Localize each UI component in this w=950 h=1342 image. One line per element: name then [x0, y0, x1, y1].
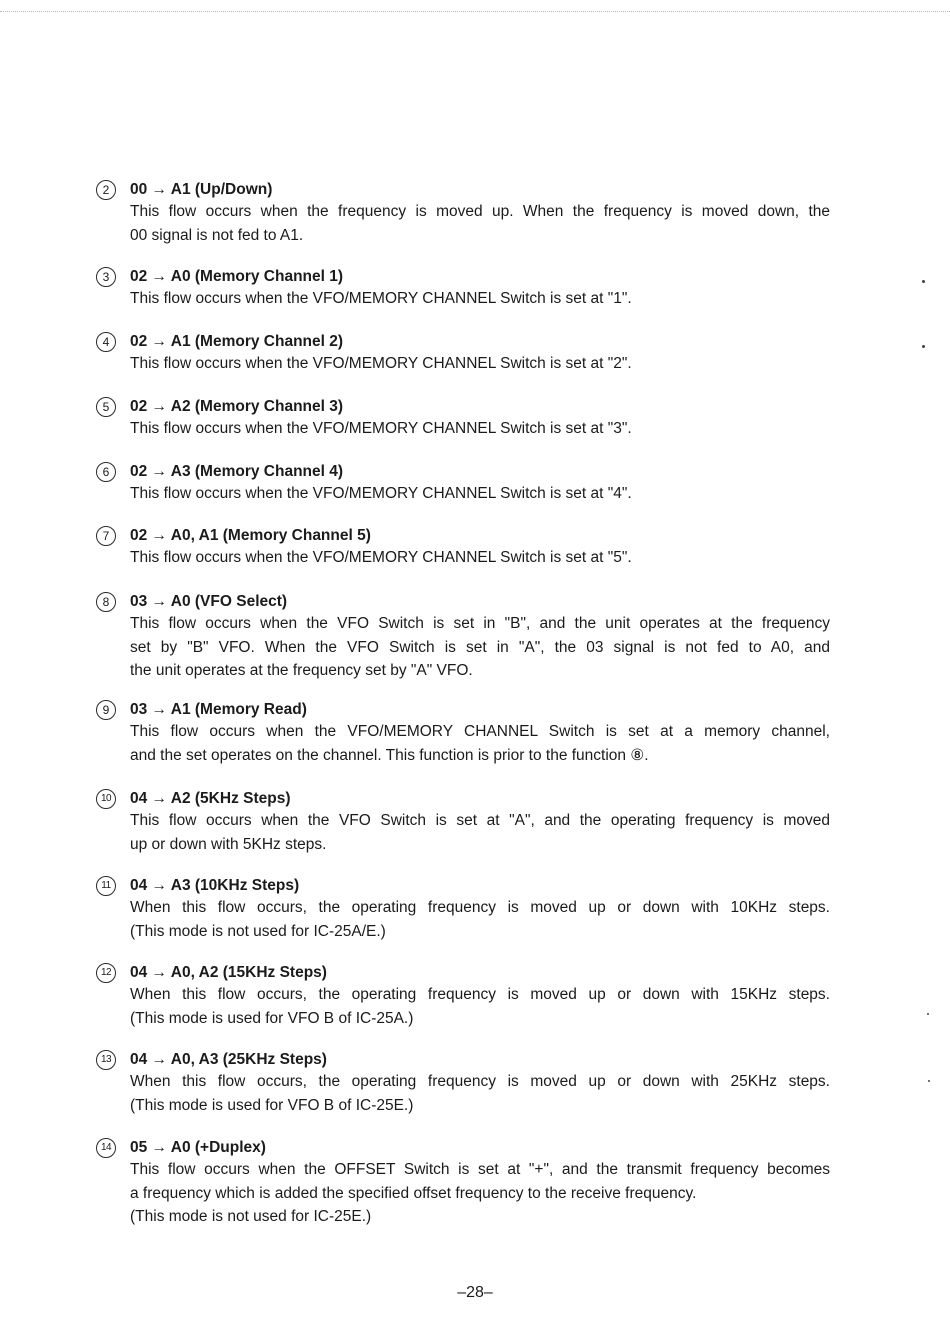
circled-number: 11 [96, 876, 116, 896]
item-heading: 05 → A0 (+Duplex) [130, 1139, 266, 1156]
item-heading: 02 → A0, A1 (Memory Channel 5) [130, 527, 371, 544]
description-line: This flow occurs when the frequency is moved up. When the frequency is moved down, the [130, 203, 830, 220]
description-line: and the set operates on the channel. This function is prior to the function ⑧. [130, 746, 649, 764]
description-line: a frequency which is added the specified offset frequency to the receive frequency. [130, 1184, 697, 1202]
item-description [130, 612, 830, 683]
description-line: This flow occurs when the VFO/MEMORY CHANNEL Switch is set at "4". [130, 485, 632, 502]
item-heading: 04 → A0, A3 (25KHz Steps) [130, 1051, 327, 1068]
item-description [130, 200, 830, 247]
item-heading: 00 → A1 (Up/Down) [130, 181, 273, 198]
description-line: (This mode is used for VFO B of IC-25A.) [130, 1009, 414, 1027]
description-line: (This mode is not used for IC-25A/E.) [130, 922, 386, 940]
scan-speck [922, 280, 925, 283]
item-heading: 04 → A0, A2 (15KHz Steps) [130, 964, 327, 981]
item-heading: 02 → A3 (Memory Channel 4) [130, 463, 344, 480]
description-line: This flow occurs when the VFO/MEMORY CHANNEL Switch is set at "2". [130, 355, 632, 372]
scan-speck [928, 1080, 930, 1082]
circled-number: 12 [96, 963, 116, 983]
item-heading: 03 → A1 (Memory Read) [130, 701, 307, 718]
item-description [130, 983, 830, 1030]
item-heading: 02 → A0 (Memory Channel 1) [130, 268, 344, 285]
item-description [130, 482, 830, 506]
description-line: 00 signal is not fed to A1. [130, 226, 304, 244]
item-heading: 02 → A2 (Memory Channel 3) [130, 398, 344, 415]
description-line: When this flow occurs, the operating frequency is moved up or down with 25KHz steps. [130, 1073, 830, 1090]
description-line: This flow occurs when the VFO/MEMORY CHANNEL Switch is set at "5". [130, 549, 632, 566]
circled-number: 6 [96, 462, 116, 482]
item-description [130, 1158, 830, 1229]
item-description [130, 546, 830, 570]
description-line: When this flow occurs, the operating frequency is moved up or down with 15KHz steps. [130, 986, 830, 1003]
circled-number: 14 [96, 1138, 116, 1158]
item-description [130, 287, 830, 311]
item-description [130, 896, 830, 943]
description-line: (This mode is not used for IC-25E.) [130, 1208, 372, 1225]
item-heading: 03 → A0 (VFO Select) [130, 593, 288, 610]
description-line: This flow occurs when the VFO Switch is set in "B", and the unit operates at the frequency [130, 615, 830, 632]
circled-number: 9 [96, 700, 116, 720]
circled-number: 5 [96, 397, 116, 417]
description-line: the unit operates at the frequency set by "A" VFO. [130, 662, 473, 679]
item-heading: 04 → A2 (5KHz Steps) [130, 790, 291, 807]
description-line: This flow occurs when the VFO/MEMORY CHANNEL Switch is set at a memory channel, [130, 723, 830, 740]
circled-number: 4 [96, 332, 116, 352]
item-description [130, 720, 830, 767]
description-line: (This mode is used for VFO B of IC-25E.) [130, 1096, 414, 1114]
item-description [130, 809, 830, 856]
scan-top-edge [0, 11, 950, 12]
circled-number: 8 [96, 592, 116, 612]
circled-number: 2 [96, 180, 116, 200]
item-description [130, 1070, 830, 1117]
item-heading: 04 → A3 (10KHz Steps) [130, 877, 300, 894]
description-line: This flow occurs when the VFO Switch is set at "A", and the operating frequency is moved [130, 812, 830, 829]
description-line: up or down with 5KHz steps. [130, 835, 327, 853]
circled-number: 3 [96, 267, 116, 287]
description-line: This flow occurs when the OFFSET Switch is set at "+", and the transmit frequency becomes [130, 1161, 830, 1178]
circled-number: 13 [96, 1050, 116, 1070]
description-line: set by "B" VFO. When the VFO Switch is set in "A", the 03 signal is not fed to A0, and [130, 638, 830, 656]
item-description [130, 417, 830, 441]
scan-speck [927, 1013, 929, 1015]
item-description [130, 352, 830, 376]
description-line: This flow occurs when the VFO/MEMORY CHANNEL Switch is set at "3". [130, 420, 632, 437]
description-line: This flow occurs when the VFO/MEMORY CHANNEL Switch is set at "1". [130, 290, 632, 307]
page-number: –28– [457, 1284, 493, 1301]
scan-speck [922, 345, 925, 348]
circled-number: 7 [96, 526, 116, 546]
circled-number: 10 [96, 789, 116, 809]
description-line: When this flow occurs, the operating frequency is moved up or down with 10KHz steps. [130, 899, 830, 916]
item-heading: 02 → A1 (Memory Channel 2) [130, 333, 344, 350]
